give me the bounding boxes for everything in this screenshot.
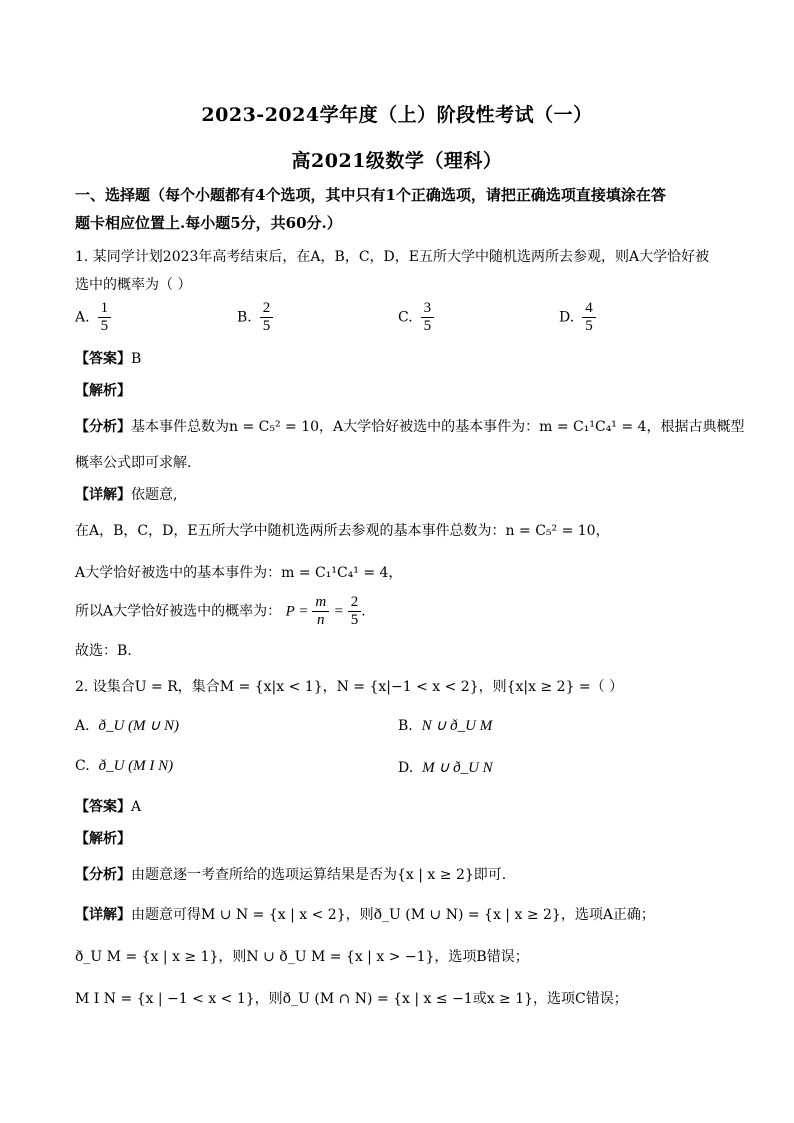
q1-detail-line3: A大学恰好被选中的基本事件为：m = C₁¹C₄¹ = 4， — [75, 565, 403, 581]
q1-fenxi: 【分析】基本事件总数为n = C₅² = 10，A大学恰好被选中的基本事件为：m = C₁¹C₄¹ = 4，根据古典概型 — [75, 419, 745, 435]
q1-option-b-fraction: $\frac{2}{5}$ — [260, 300, 274, 335]
q2-detail: 【详解】由题意可得M ∪ N = {x | x < 2}，则ð_U (M ∪ N) = {x | x ≥ 2}，选项A正确； — [75, 907, 655, 923]
q2-stem: 2. 设集合U = R，集合M = {x|x < 1}，N = {x|−1 < x < 2}，则{x|x ≥ 2} =（ ） — [75, 679, 624, 695]
q1-detail-line2: 在A，B，C，D，E五所大学中随机选两所去参观的基本事件总数为：n = C₅² = 10， — [75, 523, 610, 539]
q1-option-c: C. $\frac{3}{5}$ — [398, 300, 434, 335]
q1-option-d-fraction: $\frac{4}{5}$ — [582, 300, 596, 335]
q2-analysis-tag: 【解析】 — [75, 831, 131, 847]
q1-option-a-fraction: $\frac{1}{5}$ — [98, 300, 112, 335]
q2-detail-line3: M I N = {x | −1 < x < 1}，则ð_U (M ∩ N) = {x | x ≤ −1或x ≥ 1}，选项C错误； — [75, 991, 628, 1007]
q2-fenxi: 【分析】由题意逐一考查所给的选项运算结果是否为{x | x ≥ 2}即可. — [75, 867, 507, 883]
q2-option-b: B. N ∪ ð_U M — [398, 718, 493, 734]
q2-answer: 【答案】A — [75, 799, 142, 815]
q1-option-d: D. $\frac{4}{5}$ — [559, 300, 596, 335]
q2-option-d: D. M ∪ ð_U N — [398, 760, 493, 776]
q1-option-c-fraction: $\frac{3}{5}$ — [421, 300, 435, 335]
q1-analysis-tag: 【解析】 — [75, 383, 131, 399]
q1-detail-line4: 所以A大学恰好被选中的概率为： P = $\frac{m}{n}$ = $\frac{2}{5}$ . — [75, 594, 366, 628]
q1-option-a: A. $\frac{1}{5}$ — [75, 300, 111, 335]
section-heading-cont: 题卡相应位置上.每小题5分，共60分.） — [75, 214, 342, 232]
exam-title: 2023-2024学年度（上）阶段性考试（一） — [201, 104, 593, 126]
q2-option-a: A. ð_U (M ∪ N) — [75, 718, 180, 734]
q1-stem: 1. 某同学计划2023年高考结束后，在A，B，C，D，E五所大学中随机选两所去参观，则A大学恰好被 — [75, 249, 710, 265]
q2-option-c: C. ð_U (M I N) — [75, 758, 174, 774]
q1-option-b: B. $\frac{2}{5}$ — [237, 300, 273, 335]
q1-stem-cont: 选中的概率为（ ） — [75, 277, 192, 293]
probability-fraction-mn: $\frac{m}{n}$ — [312, 594, 329, 629]
exam-subtitle: 高2021级数学（理科） — [291, 150, 503, 172]
q1-detail: 【详解】依题意, — [75, 487, 178, 503]
q1-conclusion: 故选：B. — [75, 643, 132, 659]
q1-fenxi-cont: 概率公式即可求解. — [75, 455, 192, 471]
q1-answer: 【答案】B — [75, 351, 142, 367]
q2-detail-line2: ð_U M = {x | x ≥ 1}，则N ∪ ð_U M = {x | x > −1}，选项B错误； — [75, 949, 529, 965]
section-heading: 一、选择题（每个小题都有4个选项，其中只有1个正确选项，请把正确选项直接填涂在答 — [75, 186, 666, 204]
probability-fraction-result: $\frac{2}{5}$ — [348, 594, 362, 629]
